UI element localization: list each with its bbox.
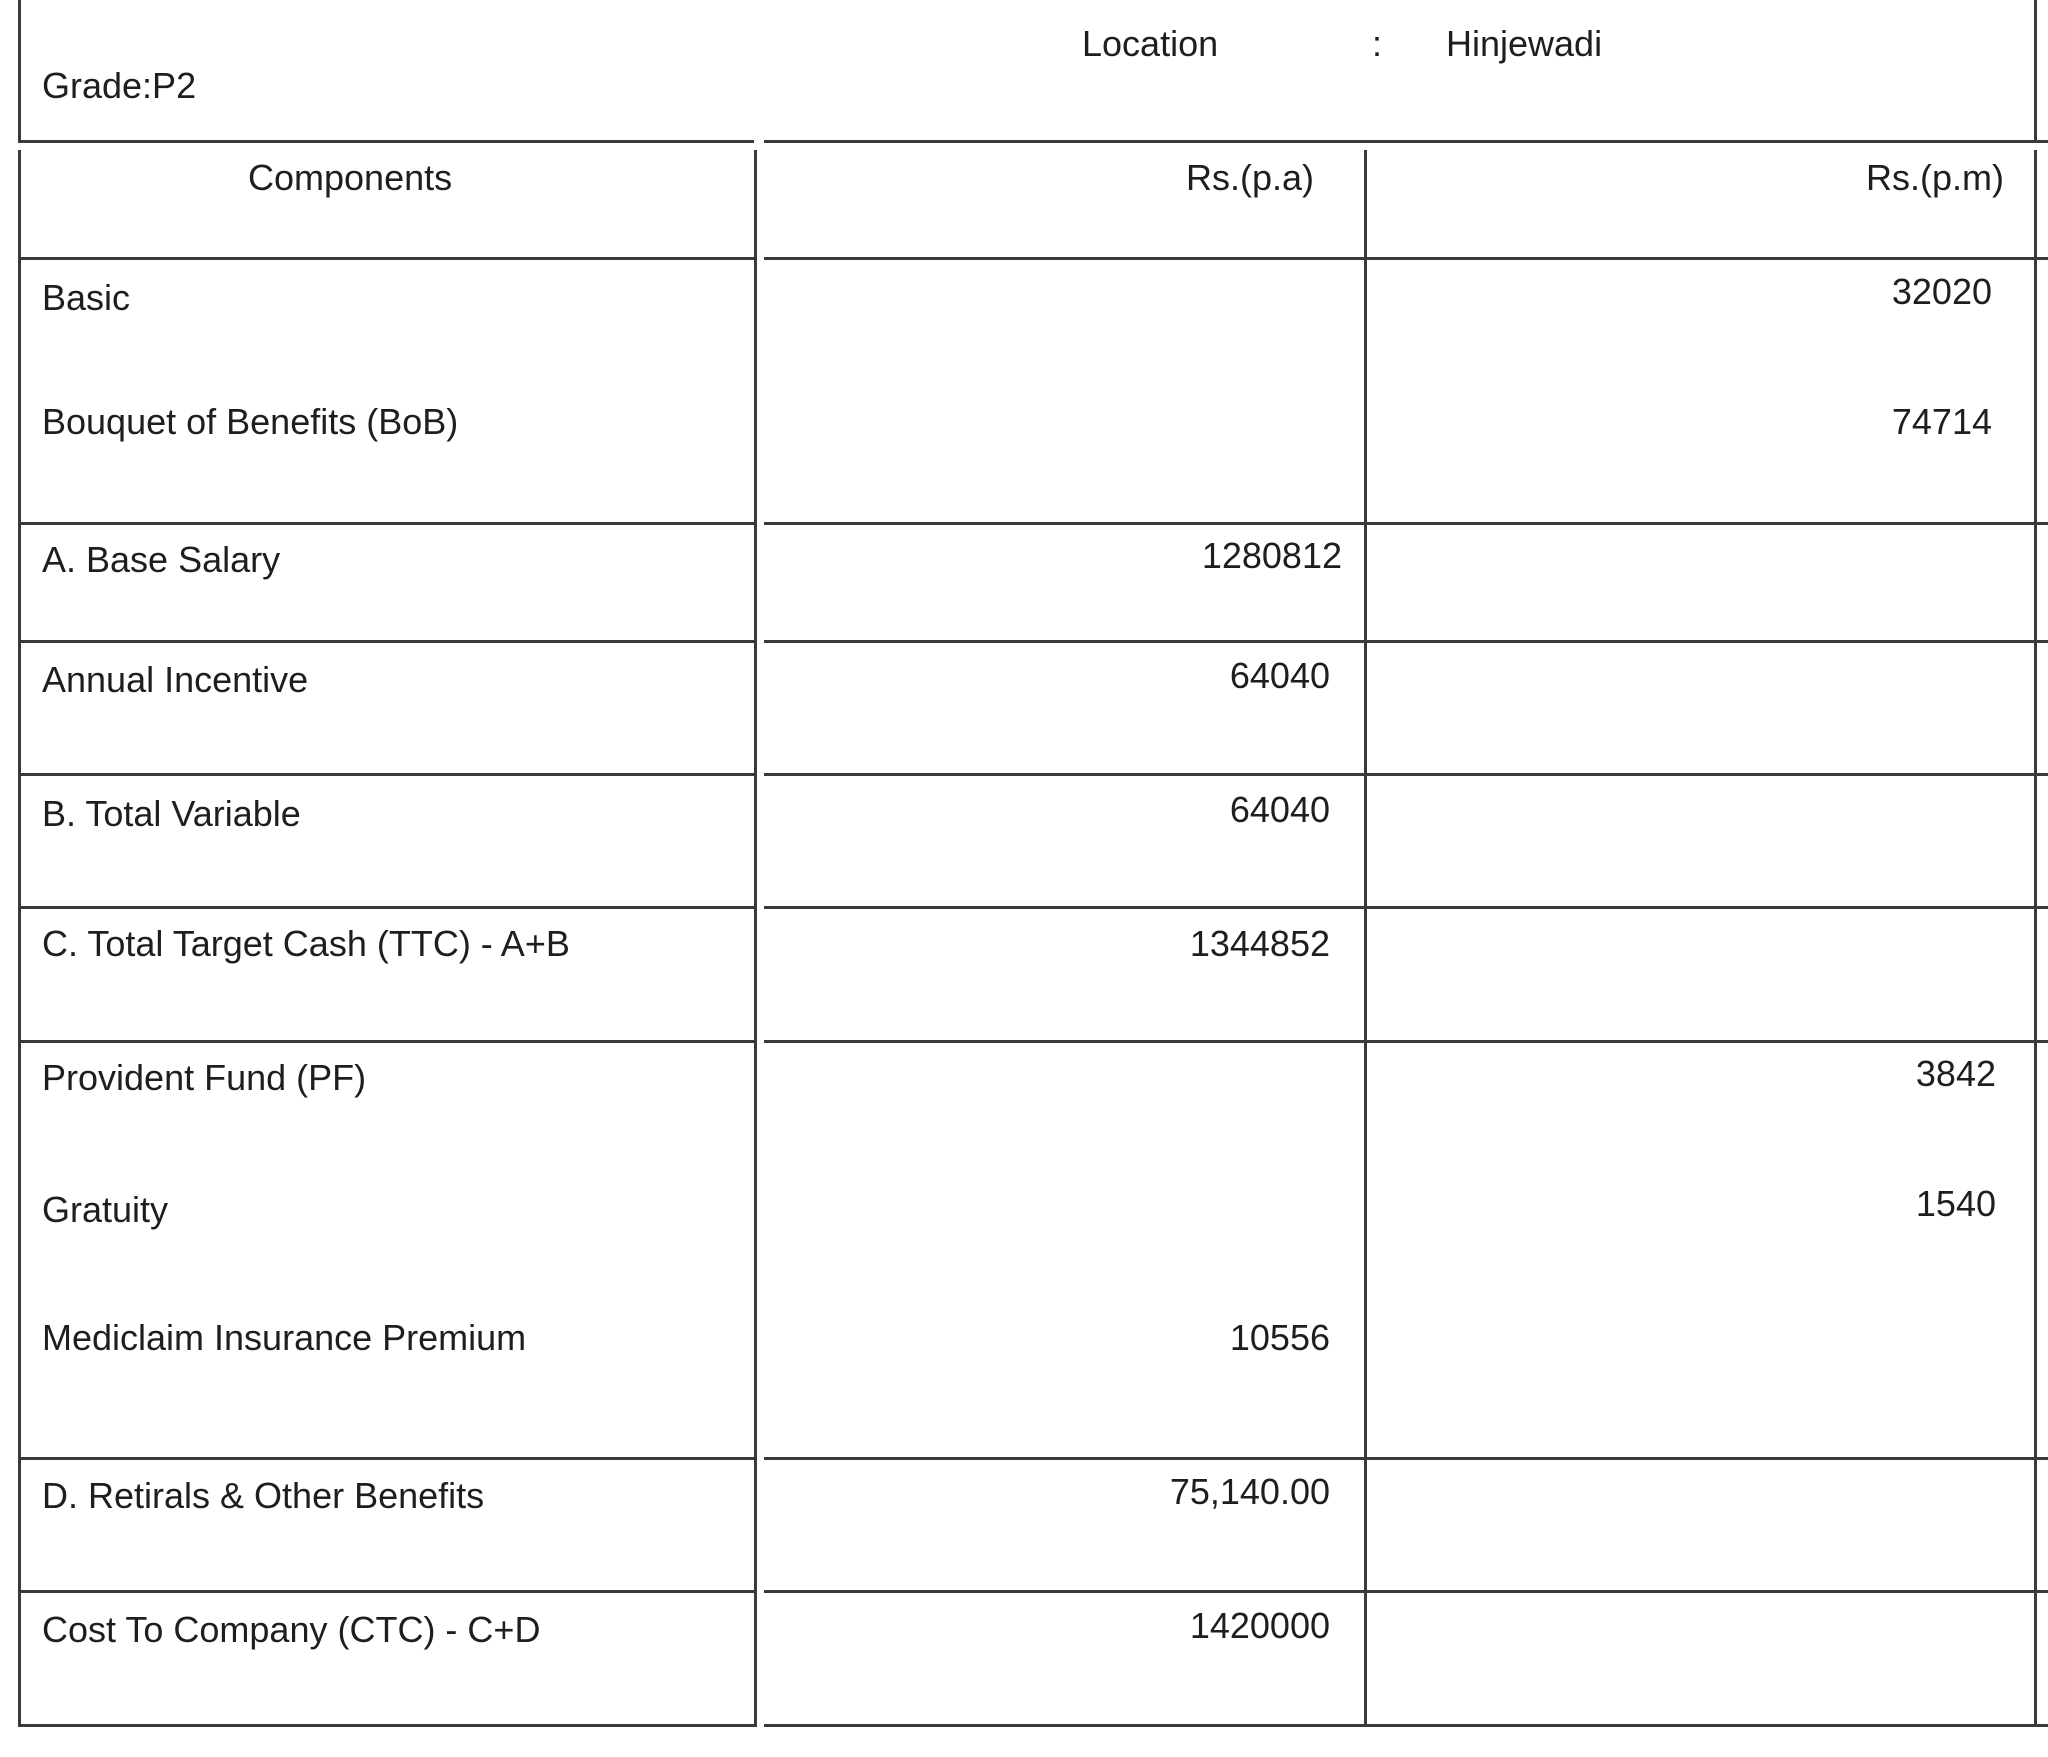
- grid-line: [764, 1590, 2048, 1593]
- location-separator: :: [1372, 23, 1383, 64]
- grid-line: [18, 906, 754, 909]
- grid-line: [18, 1040, 754, 1043]
- row-label-retirals: D. Retirals & Other Benefits: [42, 1475, 485, 1516]
- location-value: Hinjewadi: [1446, 23, 1603, 64]
- grid-line: [764, 1457, 2048, 1460]
- grid-line: [18, 640, 754, 643]
- row-label-mediclaim: Mediclaim Insurance Premium: [42, 1317, 527, 1358]
- grid-line: [1364, 150, 1367, 1727]
- row-label-cost-to-company: Cost To Company (CTC) - C+D: [42, 1609, 541, 1650]
- row-value-pm-gratuity: 1540: [1915, 1183, 1996, 1224]
- grid-line: [2034, 0, 2037, 140]
- grid-line: [18, 0, 21, 140]
- grid-line: [764, 906, 2048, 909]
- row-label-total-variable: B. Total Variable: [42, 793, 301, 834]
- grid-line: [764, 1724, 2048, 1727]
- row-label-bob: Bouquet of Benefits (BoB): [42, 401, 459, 442]
- grid-line: [18, 150, 21, 1727]
- column-header-per-month: Rs.(p.m): [1866, 157, 2004, 198]
- column-header-components: Components: [248, 157, 453, 198]
- grid-line: [2034, 150, 2037, 1727]
- row-value-pm-provident-fund: 3842: [1915, 1053, 1996, 1094]
- grid-line: [754, 150, 757, 1727]
- row-label-base-salary: A. Base Salary: [42, 539, 281, 580]
- row-value-pm-basic: 32020: [1891, 271, 1992, 312]
- grid-line: [18, 257, 754, 260]
- row-value-pa-mediclaim: 10556: [1229, 1317, 1330, 1358]
- grid-line: [18, 773, 754, 776]
- row-label-annual-incentive: Annual Incentive: [42, 659, 309, 700]
- column-header-per-annum: Rs.(p.a): [1185, 157, 1314, 198]
- row-value-pa-total-variable: 64040: [1229, 789, 1330, 830]
- row-value-pa-annual-incentive: 64040: [1229, 655, 1330, 696]
- grid-line: [764, 773, 2048, 776]
- row-value-pa-cost-to-company: 1420000: [1189, 1605, 1330, 1646]
- location-label: Location: [1082, 23, 1219, 64]
- grid-line: [18, 1724, 754, 1727]
- row-value-pa-total-target-cash: 1344852: [1189, 923, 1330, 964]
- grid-line: [764, 522, 2048, 525]
- row-value-pa-retirals: 75,140.00: [1169, 1471, 1330, 1512]
- grid-line: [764, 640, 2048, 643]
- grade-label: Grade:P2: [42, 65, 197, 106]
- grid-line: [18, 140, 754, 143]
- row-value-pa-base-salary: 1280812: [1201, 535, 1342, 576]
- row-label-gratuity: Gratuity: [42, 1189, 169, 1230]
- grid-line: [764, 140, 2048, 143]
- grid-line: [18, 1457, 754, 1460]
- row-label-provident-fund: Provident Fund (PF): [42, 1057, 367, 1098]
- grid-line: [18, 1590, 754, 1593]
- row-value-pm-bob: 74714: [1891, 401, 1992, 442]
- grid-line: [764, 1040, 2048, 1043]
- grid-line: [18, 522, 754, 525]
- row-label-total-target-cash: C. Total Target Cash (TTC) - A+B: [42, 923, 570, 964]
- row-label-basic: Basic: [42, 277, 131, 318]
- grid-line: [764, 257, 2048, 260]
